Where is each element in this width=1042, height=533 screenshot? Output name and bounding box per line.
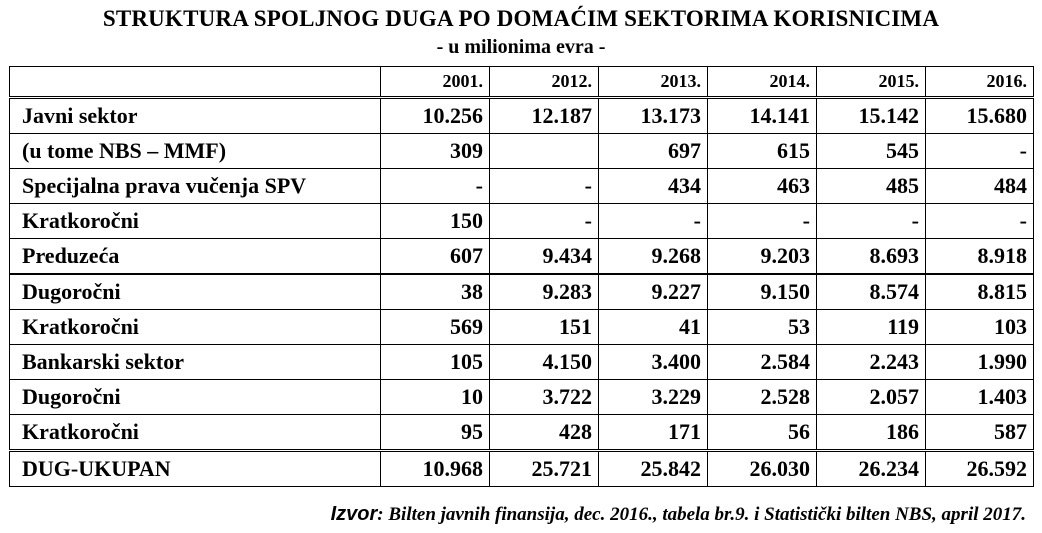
value-cell: 56	[708, 415, 817, 451]
table-row	[10, 204, 1034, 239]
value-cell: -	[926, 134, 1034, 169]
value-cell: 150	[381, 204, 490, 239]
value-cell: 95	[381, 415, 490, 451]
value-cell: 171	[599, 415, 708, 451]
value-cell: 26.234	[817, 451, 926, 487]
header-corner-cell	[10, 67, 381, 98]
table-row	[10, 345, 1034, 380]
value-cell: 428	[490, 415, 599, 451]
value-cell: 2.528	[708, 380, 817, 415]
value-cell: 25.842	[599, 451, 708, 487]
value-cell: 4.150	[490, 345, 599, 380]
value-cell: 434	[599, 169, 708, 204]
value-cell: 12.187	[490, 98, 599, 134]
value-cell	[490, 134, 599, 169]
value-cell: 10	[381, 380, 490, 415]
value-cell: -	[708, 204, 817, 239]
year-header: 2012.	[490, 67, 599, 98]
value-cell: 569	[381, 310, 490, 345]
value-cell: 26.592	[926, 451, 1034, 487]
table-row	[10, 134, 1034, 169]
source-text: : Bilten javnih finansija, dec. 2016., tabela br.9. i Statistički bilten NBS, april 2017.	[377, 504, 1026, 525]
year-header: 2001.	[381, 67, 490, 98]
value-cell: 8.815	[926, 274, 1034, 310]
row-label: Kratkoročni	[10, 204, 381, 239]
year-header: 2013.	[599, 67, 708, 98]
value-cell: 587	[926, 415, 1034, 451]
table-title: STRUKTURA SPOLJNOG DUGA PO DOMAĆIM SEKTORIMA KORISNICIMA	[102, 6, 940, 31]
value-cell: 3.229	[599, 380, 708, 415]
value-cell: 26.030	[708, 451, 817, 487]
value-cell: 463	[708, 169, 817, 204]
row-label: (u tome NBS – MMF)	[10, 134, 381, 169]
value-cell: 119	[817, 310, 926, 345]
row-label: Bankarski sektor	[10, 345, 381, 380]
value-cell: 25.721	[490, 451, 599, 487]
value-cell: 545	[817, 134, 926, 169]
value-cell: -	[817, 204, 926, 239]
value-cell: 10.256	[381, 98, 490, 134]
value-cell: 14.141	[708, 98, 817, 134]
value-cell: 2.584	[708, 345, 817, 380]
value-cell: 3.722	[490, 380, 599, 415]
row-label: Preduzeća	[10, 239, 381, 275]
table-row	[10, 98, 1034, 134]
value-cell: 9.434	[490, 239, 599, 275]
row-label: Specijalna prava vučenja SPV	[10, 169, 381, 204]
source-label: Izvor	[330, 503, 378, 525]
row-label: Javni sektor	[10, 98, 381, 134]
value-cell: 9.283	[490, 274, 599, 310]
debt-structure-table	[9, 66, 1034, 487]
value-cell: 105	[381, 345, 490, 380]
value-cell: 1.990	[926, 345, 1034, 380]
value-cell: 9.150	[708, 274, 817, 310]
value-cell: 15.680	[926, 98, 1034, 134]
source-note	[331, 503, 1026, 526]
table-body	[10, 98, 1034, 487]
value-cell: 9.268	[599, 239, 708, 275]
row-label: Dugoročni	[10, 380, 381, 415]
table-row	[10, 380, 1034, 415]
value-cell: 38	[381, 274, 490, 310]
value-cell: 41	[599, 310, 708, 345]
value-cell: 3.400	[599, 345, 708, 380]
value-cell: 8.918	[926, 239, 1034, 275]
table-row	[10, 239, 1034, 275]
row-label: Kratkoročni	[10, 415, 381, 451]
table-row	[10, 274, 1034, 310]
value-cell: 309	[381, 134, 490, 169]
value-cell: 186	[817, 415, 926, 451]
year-header: 2015.	[817, 67, 926, 98]
total-row	[10, 451, 1034, 487]
table-row	[10, 310, 1034, 345]
row-label: Kratkoročni	[10, 310, 381, 345]
value-cell: 10.968	[381, 451, 490, 487]
table-row	[10, 415, 1034, 451]
row-label: Dugoročni	[10, 274, 381, 310]
year-header: 2014.	[708, 67, 817, 98]
value-cell: 484	[926, 169, 1034, 204]
value-cell: 615	[708, 134, 817, 169]
value-cell: 103	[926, 310, 1034, 345]
table-row	[10, 169, 1034, 204]
value-cell: 1.403	[926, 380, 1034, 415]
year-header: 2016.	[926, 67, 1034, 98]
value-cell: 8.693	[817, 239, 926, 275]
row-label: DUG-UKUPAN	[10, 451, 381, 487]
value-cell: -	[381, 169, 490, 204]
value-cell: -	[490, 169, 599, 204]
value-cell: 53	[708, 310, 817, 345]
value-cell: 9.227	[599, 274, 708, 310]
header-row	[10, 67, 1034, 98]
value-cell: 8.574	[817, 274, 926, 310]
value-cell: -	[926, 204, 1034, 239]
value-cell: -	[599, 204, 708, 239]
value-cell: -	[490, 204, 599, 239]
value-cell: 607	[381, 239, 490, 275]
value-cell: 13.173	[599, 98, 708, 134]
value-cell: 485	[817, 169, 926, 204]
value-cell: 15.142	[817, 98, 926, 134]
value-cell: 2.057	[817, 380, 926, 415]
value-cell: 697	[599, 134, 708, 169]
value-cell: 2.243	[817, 345, 926, 380]
value-cell: 151	[490, 310, 599, 345]
table-subtitle: - u milionima evra -	[436, 36, 606, 58]
value-cell: 9.203	[708, 239, 817, 275]
